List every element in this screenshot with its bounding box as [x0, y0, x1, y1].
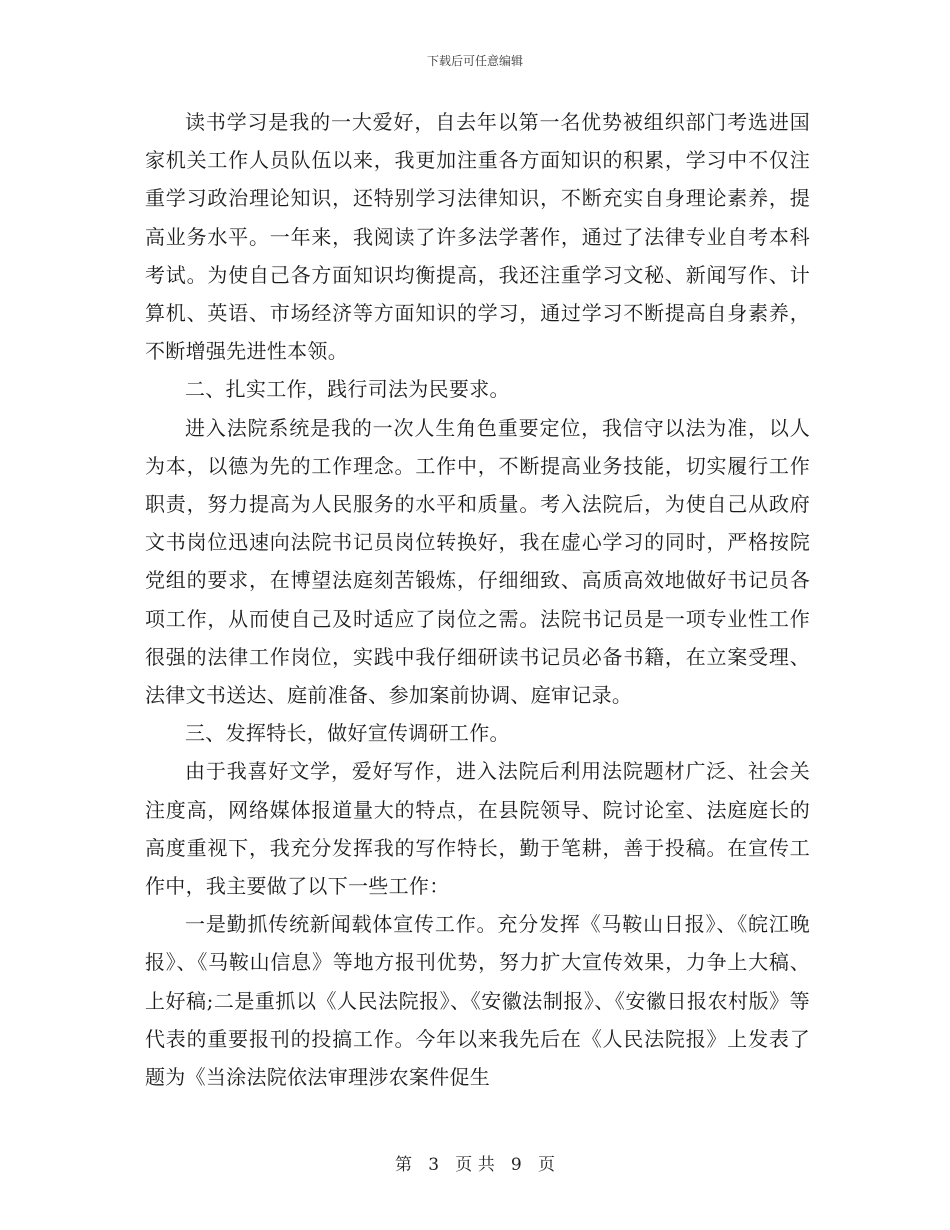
document-body — [145, 103, 810, 1096]
paragraph-publicity: 一是勤抓传统新闻载体宣传工作。充分发挥《马鞍山日报》、《皖江晚报》、《马鞍山信息》等地方报刊优势，努力扩大宣传效果，力争上大稿、上好稿;二是重抓以《人民法院报》、《安徽法制报》、《安徽日报农村版》等代表的重要报刊的投搞工作。今年以来我先后在《人民法院报》上发表了题为《当涂法院依法审理涉农案件促生 — [145, 912, 810, 1090]
paragraph-writing: 由于我喜好文学，爱好写作，进入法院后利用法院题材广泛、社会关注度高，网络媒体报道量大的特点，在县院领导、院讨论室、法庭庭长的高度重视下，我充分发挥我的写作特长，勤于笔耕，善于投稿。在宣传工作中，我主要做了以下一些工作： — [145, 759, 810, 899]
page-footer — [0, 1154, 950, 1176]
section-heading-2: 二、扎实工作，践行司法为民要求。 — [185, 377, 510, 402]
footer-prefix: 第 — [395, 1155, 413, 1175]
page-header — [0, 53, 950, 69]
footer-middle: 页 共 — [455, 1155, 495, 1175]
paragraph-study: 读书学习是我的一大爱好，自去年以第一名优势被组织部门考选进国家机关工作人员队伍以来，我更加注重各方面知识的积累，学习中不仅注重学习政治理论知识，还特别学习法律知识，不断充实自身理论素养，提高业务水平。一年来，我阅读了许多法学著作，通过了法律专业自考本科考试。为使自己各方面知识均衡提高，我还注重学习文秘、新闻写作、计算机、英语、市场经济等方面知识的学习，通过学习不断提高自身素养，不断增强先进性本领。 — [145, 110, 810, 364]
section-heading-3: 三、发挥特长，做好宣传调研工作。 — [185, 721, 510, 746]
header-note: 下载后可任意编辑 — [426, 54, 523, 68]
total-page-count: 9 — [510, 1155, 522, 1175]
footer-suffix: 页 — [537, 1155, 555, 1175]
paragraph-court-work: 进入法院系统是我的一次人生角色重要定位，我信守以法为准，以人为本，以德为先的工作理念。工作中，不断提高业务技能，切实履行工作职责，努力提高为人民服务的水平和质量。考入法院后，为使自己从政府文书岗位迅速向法院书记员岗位转换好，我在虚心学习的同时，严格按院党组的要求，在博望法庭刻苦锻炼，仔细细致、高质高效地做好书记员各项工作，从而使自己及时适应了岗位之需。法院书记员是一项专业性工作很强的法律工作岗位，实践中我仔细研读书记员必备书籍，在立案受理、法律文书送达、庭前准备、参加案前协调、庭审记录。 — [145, 415, 810, 708]
current-page-number: 3 — [428, 1155, 440, 1175]
